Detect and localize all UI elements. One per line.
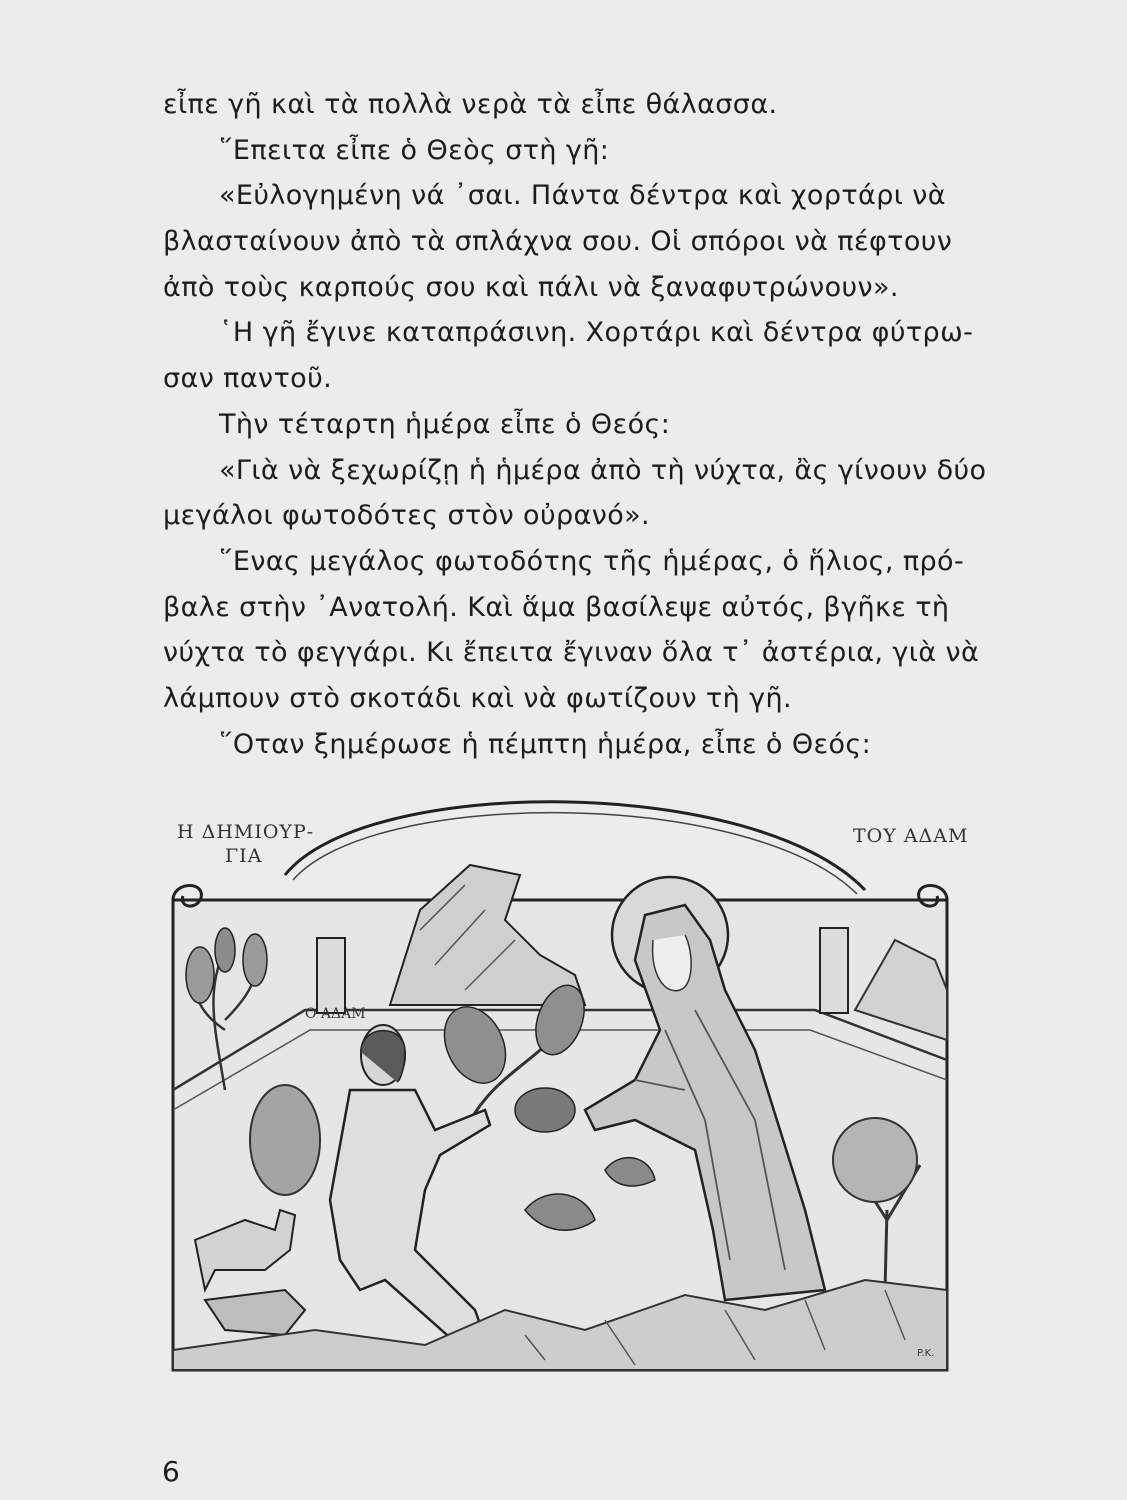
text-line: «Γιὰ νὰ ξεχωρίζῃ ἡ ἡμέρα ἀπὸ τὴ νύχτα, ἂς γίνουν δύο <box>219 454 987 486</box>
text-line: ἀπὸ τοὺς καρπούς σου καὶ πάλι νὰ ξαναφυτρώνουν». <box>163 271 899 303</box>
text-line: ῞Οταν ξημέρωσε ἡ πέμπτη ἡμέρα, εἶπε ὁ Θεός: <box>219 728 872 760</box>
inscription-creation: Η ΔΗΜΙΟΥΡ- <box>177 821 315 843</box>
text-line: νύχτα τὸ φεγγάρι. Κι ἔπειτα ἔγιναν ὅλα τ᾽ ἀστέρια, γιὰ νὰ <box>163 637 980 669</box>
text-line: ῞Ενας μεγάλος φωτοδότης τῆς ἡμέρας, ὁ ἥλιος, πρό- <box>219 545 965 577</box>
text-line: βλασταίνουν ἀπὸ τὰ σπλάχνα σου. Οἱ σπόροι νὰ πέφτουν <box>163 226 953 258</box>
adam-label: Ο ΑΔΑΜ <box>305 1006 366 1022</box>
inscription-creation-cont: ΓΙΑ <box>225 845 263 867</box>
text-line: Τὴν τέταρτη ἡμέρα εἶπε ὁ Θεός: <box>219 408 671 440</box>
wall-tower-right <box>820 928 848 1013</box>
text-line: ῞Επειτα εἶπε ὁ Θεὸς στὴ γῆ: <box>219 134 610 166</box>
text-line: σαν παντοῦ. <box>163 363 333 395</box>
text-line: βαλε στὴν ᾽Ανατολή. Καὶ ἅμα βασίλεψε αὐτός, βγῆκε τὴ <box>163 591 950 623</box>
page-number: 6 <box>162 1455 180 1488</box>
text-line: μεγάλοι φωτοδότες στὸν οὐρανό». <box>163 500 651 532</box>
wall-tower-left <box>317 938 345 1013</box>
inscription-of-adam: ΤΟΥ ΑΔΑΜ <box>853 825 969 847</box>
creation-of-adam-illustration <box>165 790 969 1375</box>
text-line: εἶπε γῆ καὶ τὰ πολλὰ νερὰ τὰ εἶπε θάλασσα. <box>163 89 778 120</box>
body-text <box>163 82 1023 767</box>
artist-monogram: P.K. <box>917 1348 935 1359</box>
text-line: ῾Η γῆ ἔγινε καταπράσινη. Χορτάρι καὶ δέντρα φύτρω- <box>219 317 974 349</box>
arch-frame <box>285 802 865 890</box>
text-line: «Εὐλογημένη νά ᾽σαι. Πάντα δέντρα καὶ χορτάρι νὰ <box>219 180 946 212</box>
text-line: λάμπουν στὸ σκοτάδι καὶ νὰ φωτίζουν τὴ γῆ. <box>163 682 792 714</box>
